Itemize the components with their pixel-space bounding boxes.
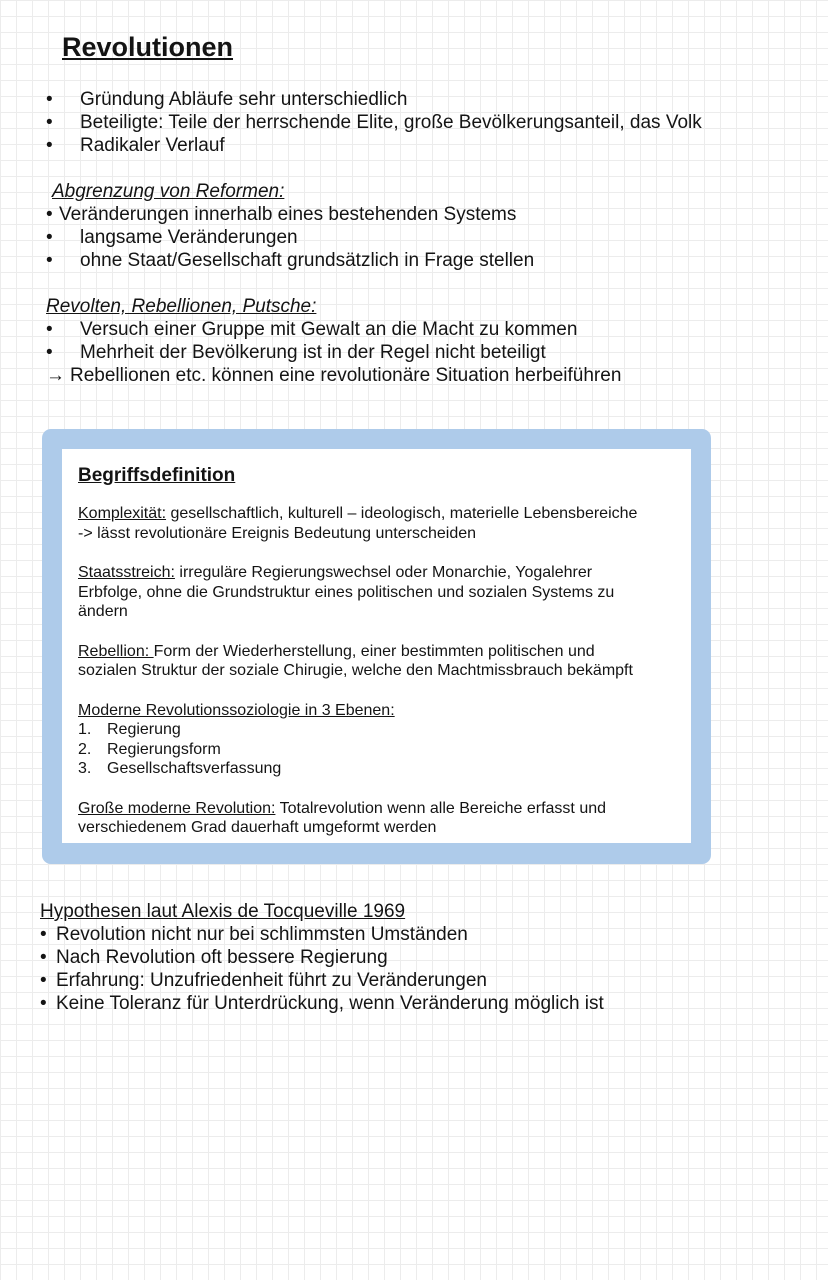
definition-box-inner <box>62 449 691 843</box>
arrow-line <box>46 364 621 387</box>
staatsstreich-text-2: Erbfolge, ohne die Grundstruktur eines politischen und sozialen Systems zu <box>78 583 615 601</box>
list-number: 3. <box>78 760 92 777</box>
arrow-right-icon: → <box>46 365 65 386</box>
komplexitaet-text-1: gesellschaftlich, kulturell – ideologisch, materielle Lebensbereiche <box>166 505 638 522</box>
definition-box <box>42 429 711 864</box>
staatsstreich-definition <box>78 563 683 622</box>
list-item-text: Versuch einer Gruppe mit Gewalt an die Macht zu kommen <box>80 319 578 340</box>
gross-definition <box>78 799 683 838</box>
list-item-text: ohne Staat/Gesellschaft grundsätzlich in Frage stellen <box>80 250 535 271</box>
bullet-icon: • <box>46 250 53 271</box>
bullet-icon: • <box>46 227 53 248</box>
list-item-text: Gründung Abläufe sehr unterschiedlich <box>80 89 408 110</box>
bullet-icon: • <box>40 947 47 968</box>
list-item-text: Mehrheit der Bevölkerung ist in der Regel nicht beteiligt <box>80 342 546 363</box>
list-item-text: Veränderungen innerhalb eines bestehenden Systems <box>59 204 517 225</box>
bullet-icon: • <box>40 970 47 991</box>
list-item <box>46 341 621 364</box>
arrow-line-text: Rebellionen etc. können eine revolutionäre Situation herbeiführen <box>70 365 622 386</box>
list-item <box>40 946 604 969</box>
list-item <box>46 88 702 111</box>
list-item <box>78 720 683 740</box>
intro-section <box>46 88 702 157</box>
list-item-text: Keine Toleranz für Unterdrückung, wenn Veränderung möglich ist <box>56 993 604 1014</box>
definition-box-title: Begriffsdefinition <box>78 465 236 486</box>
list-item-text: Regierungsform <box>107 740 221 758</box>
bullet-icon: • <box>40 993 47 1014</box>
list-item <box>46 203 534 226</box>
reformen-section <box>46 180 534 272</box>
list-item <box>46 111 702 134</box>
hypothesen-section <box>40 900 604 1015</box>
komplexitaet-text-2: -> lässt revolutionäre Ereignis Bedeutung unterscheiden <box>78 524 477 542</box>
bullet-icon: • <box>40 924 47 945</box>
bullet-icon: • <box>46 135 53 156</box>
list-item <box>78 759 683 779</box>
staatsstreich-text-3: ändern <box>78 603 128 620</box>
list-number: 2. <box>78 740 92 758</box>
bullet-icon: • <box>46 342 53 363</box>
list-item-text: Radikaler Verlauf <box>80 135 225 156</box>
list-item-text: Nach Revolution oft bessere Regierung <box>56 947 388 968</box>
list-item-text: Beteiligte: Teile der herrschende Elite, große Bevölkerungsanteil, das Volk <box>80 112 702 133</box>
gross-text-1: Totalrevolution wenn alle Bereiche erfasst und <box>275 799 607 817</box>
moderne-heading: Moderne Revolutionssoziologie in 3 Ebenen: <box>78 701 395 719</box>
komplexitaet-term: Komplexität: <box>78 505 167 522</box>
list-item-text: langsame Veränderungen <box>80 227 298 248</box>
revolten-heading: Revolten, Rebellionen, Putsche: <box>46 296 317 317</box>
gross-text-2: verschiedenem Grad dauerhaft umgeformt werden <box>78 819 437 836</box>
rebellion-definition <box>78 642 683 681</box>
list-item-text: Revolution nicht nur bei schlimmsten Umständen <box>56 924 468 945</box>
list-item <box>46 249 534 272</box>
list-item <box>46 226 534 249</box>
list-item-text: Gesellschaftsverfassung <box>107 760 282 777</box>
list-item <box>40 969 604 992</box>
gross-term: Große moderne Revolution: <box>78 799 276 817</box>
bullet-icon: • <box>46 112 53 133</box>
list-item-text: Erfahrung: Unzufriedenheit führt zu Veränderungen <box>56 970 487 991</box>
rebellion-text-2: sozialen Struktur der soziale Chirugie, welche den Machtmissbrauch bekämpft <box>78 662 633 679</box>
list-item <box>46 134 702 157</box>
definition-box-content <box>78 464 683 838</box>
page-title: Revolutionen <box>62 32 234 62</box>
list-item-text: Regierung <box>107 721 181 738</box>
hypothesen-heading: Hypothesen laut Alexis de Tocqueville 1969 <box>40 901 406 922</box>
list-item <box>46 318 621 341</box>
staatsstreich-term: Staatsstreich: <box>78 564 175 581</box>
staatsstreich-text-1: irreguläre Regierungswechsel oder Monarchie, Yogalehrer <box>174 564 593 581</box>
list-item <box>78 740 683 760</box>
rebellion-text-1: Form der Wiederherstellung, einer bestimmten politischen und <box>153 642 595 660</box>
list-item <box>40 992 604 1015</box>
moderne-definition <box>78 701 683 779</box>
bullet-icon: • <box>46 319 53 340</box>
bullet-icon: • <box>46 89 53 110</box>
list-item <box>40 923 604 946</box>
komplexitaet-definition <box>78 504 683 543</box>
bullet-icon: • <box>46 204 53 225</box>
rebellion-term: Rebellion: <box>78 642 154 660</box>
reformen-heading: Abgrenzung von Reformen: <box>52 181 285 202</box>
revolten-section <box>46 295 621 387</box>
list-number: 1. <box>78 721 92 738</box>
